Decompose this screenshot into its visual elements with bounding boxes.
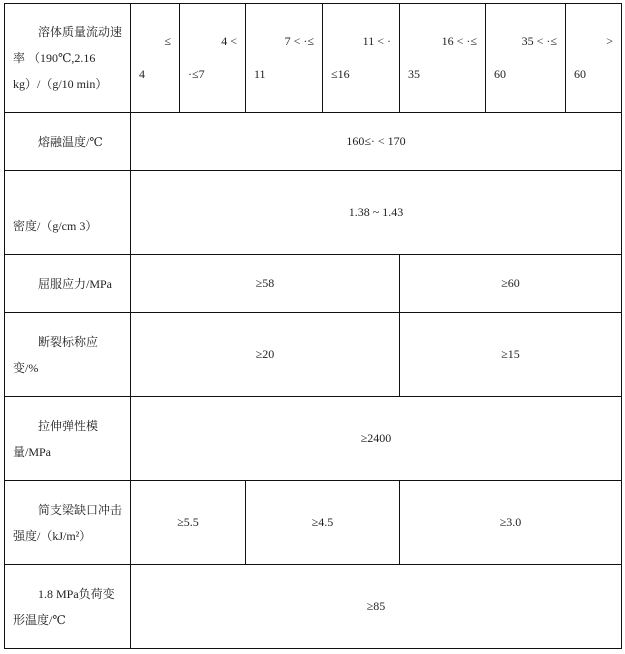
table-row <box>5 171 622 255</box>
row-label: 简支梁缺口冲击强度/（kJ/m²） <box>13 502 123 543</box>
row-label: 拉伸弹性模量/MPa <box>13 418 99 459</box>
range-cell: 4 < ·≤7 <box>180 4 246 113</box>
value-cell: ≥58 <box>131 255 400 313</box>
row-label: 屈服应力/MPa <box>38 276 113 291</box>
row-label-cell <box>5 481 131 565</box>
range-cell: 11 < · ≤16 <box>323 4 400 113</box>
header-label-cell <box>5 4 131 113</box>
value-cell: ≥2400 <box>131 397 622 481</box>
range-cell: 7 < ·≤ 11 <box>246 4 323 113</box>
row-label-cell <box>5 313 131 397</box>
row-label-cell <box>5 565 131 649</box>
value-cell: 1.38 ~ 1.43 <box>131 171 622 255</box>
range-cell: 35 < ·≤ 60 <box>486 4 566 113</box>
value-cell: ≥60 <box>400 255 622 313</box>
header-label: 溶体质量流动速率 （190℃,2.16 kg）/（g/10 min） <box>13 25 123 91</box>
range-cell: > 60 <box>566 4 622 113</box>
row-label-cell <box>5 113 131 171</box>
row-label: 断裂标称应变/% <box>13 334 99 375</box>
table-row <box>5 565 622 649</box>
table-row <box>5 113 622 171</box>
table-row <box>5 313 622 397</box>
value-cell: 160≤· < 170 <box>131 113 622 171</box>
header-row <box>5 4 622 113</box>
row-label-cell <box>5 397 131 481</box>
table-row <box>5 481 622 565</box>
range-cell: 16 < ·≤ 35 <box>400 4 486 113</box>
table-row <box>5 255 622 313</box>
value-cell: ≥5.5 <box>131 481 246 565</box>
row-label-cell <box>5 255 131 313</box>
table-row <box>5 397 622 481</box>
value-cell: ≥4.5 <box>246 481 400 565</box>
value-cell: ≥85 <box>131 565 622 649</box>
row-label: 熔融温度/℃ <box>38 134 103 149</box>
row-label-cell <box>5 171 131 255</box>
value-cell: ≥15 <box>400 313 622 397</box>
value-cell: ≥20 <box>131 313 400 397</box>
range-cell: ≤ 4 <box>131 4 180 113</box>
row-label: 密度/（g/cm 3） <box>13 218 98 233</box>
value-cell: ≥3.0 <box>400 481 622 565</box>
properties-table <box>4 3 622 649</box>
row-label: 1.8 MPa负荷变形温度/℃ <box>13 586 115 627</box>
